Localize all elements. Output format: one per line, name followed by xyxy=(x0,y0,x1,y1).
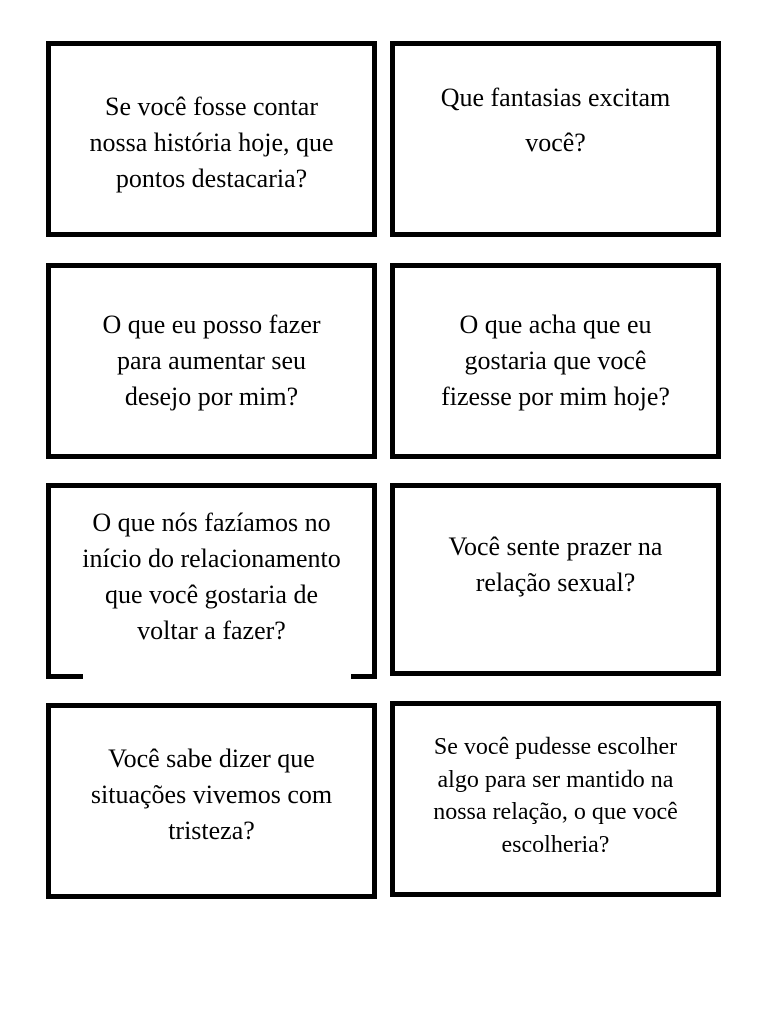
question-card-4 xyxy=(390,263,721,459)
card-text: Se você pudesse escolher algo para ser mantido na nossa relação, o que você escolheria? xyxy=(433,734,678,858)
card-text: O que acha que eu gostaria que você fizesse por mim hoje? xyxy=(441,310,670,411)
card-text: O que eu posso fazer para aumentar seu desejo por mim? xyxy=(102,310,321,411)
question-card-6 xyxy=(390,483,721,676)
card-text: O que nós fazíamos no início do relacionamento que você gostaria de voltar a fazer? xyxy=(82,508,341,645)
question-card-8 xyxy=(390,701,721,897)
question-card-7 xyxy=(46,703,377,899)
question-card-1 xyxy=(46,41,377,237)
card-text: Você sabe dizer que situações vivemos com tristeza? xyxy=(90,744,333,845)
card-border-gap xyxy=(83,670,351,680)
card-text: Você sente prazer na relação sexual? xyxy=(448,531,663,597)
card-text: Que fantasias excitam você? xyxy=(440,83,671,157)
question-card-3 xyxy=(46,263,377,459)
question-card-2 xyxy=(390,41,721,237)
card-text: Se você fosse contar nossa história hoje, que pontos destacaria? xyxy=(89,92,334,193)
question-card-5 xyxy=(46,483,377,679)
